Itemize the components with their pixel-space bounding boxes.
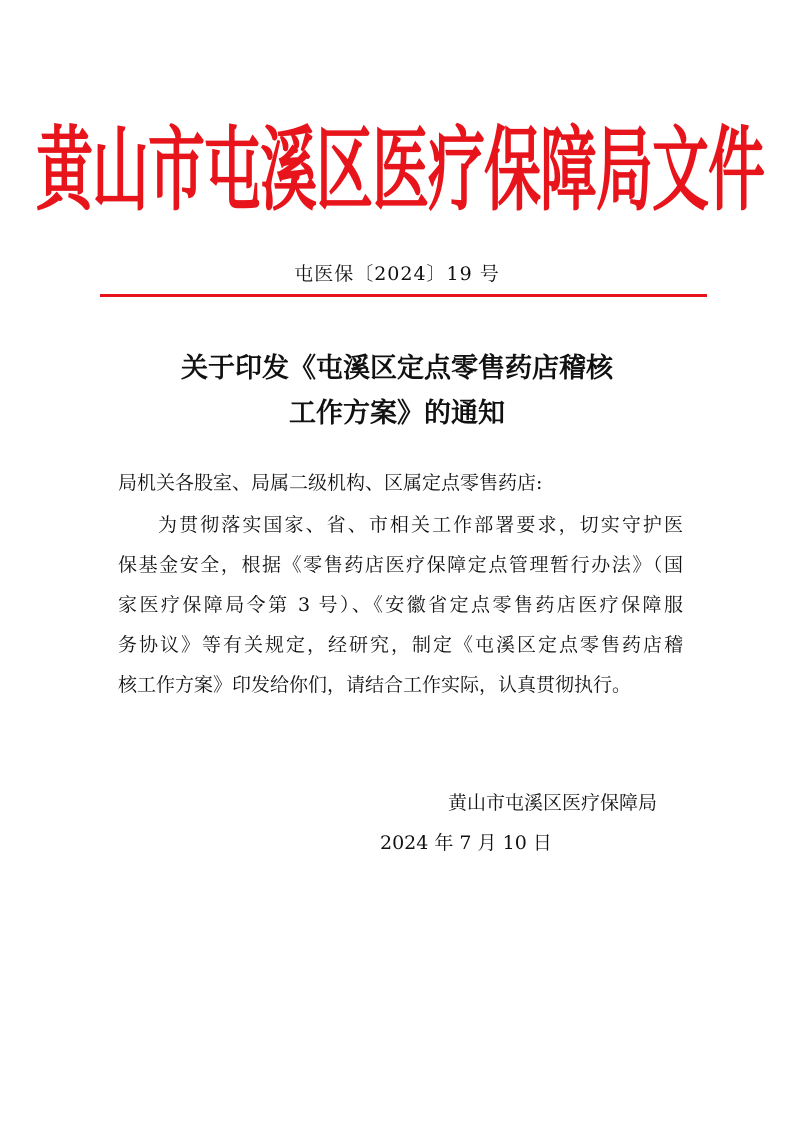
- body-paragraph-line: 保基金安全，根据《零售药店医疗保障定点管理暂行办法》（国: [118, 554, 683, 576]
- addressee-line: 局机关各股室、局属二级机构、区属定点零售药店:: [118, 472, 543, 494]
- red-divider-line: [100, 294, 707, 297]
- body-paragraph-line: 家医疗保障局令第 3 号）、《安徽省定点零售药店医疗保障服: [118, 594, 683, 616]
- document-number: 屯医保〔2024〕19 号: [294, 263, 500, 285]
- notice-title: [0, 346, 794, 436]
- body-paragraph-line: 核工作方案》印发给你们，请结合工作实际，认真贯彻执行。: [118, 674, 632, 696]
- body-paragraph-line: 为贯彻落实国家、省、市相关工作部署要求，切实守护医: [158, 514, 683, 536]
- notice-title-line-1: 关于印发《屯溪区定点零售药店稽核: [181, 353, 613, 384]
- signature-date: 2024 年 7 月 10 日: [380, 832, 552, 854]
- notice-title-line-2: 工作方案》的通知: [289, 398, 505, 429]
- signature-organization: 黄山市屯溪区医疗保障局: [448, 792, 658, 814]
- issuer-header-title: 黄山市屯溪区医疗保障局文件: [36, 118, 764, 224]
- body-paragraph-line: 务协议》等有关规定，经研究，制定《屯溪区定点零售药店稽: [118, 634, 683, 656]
